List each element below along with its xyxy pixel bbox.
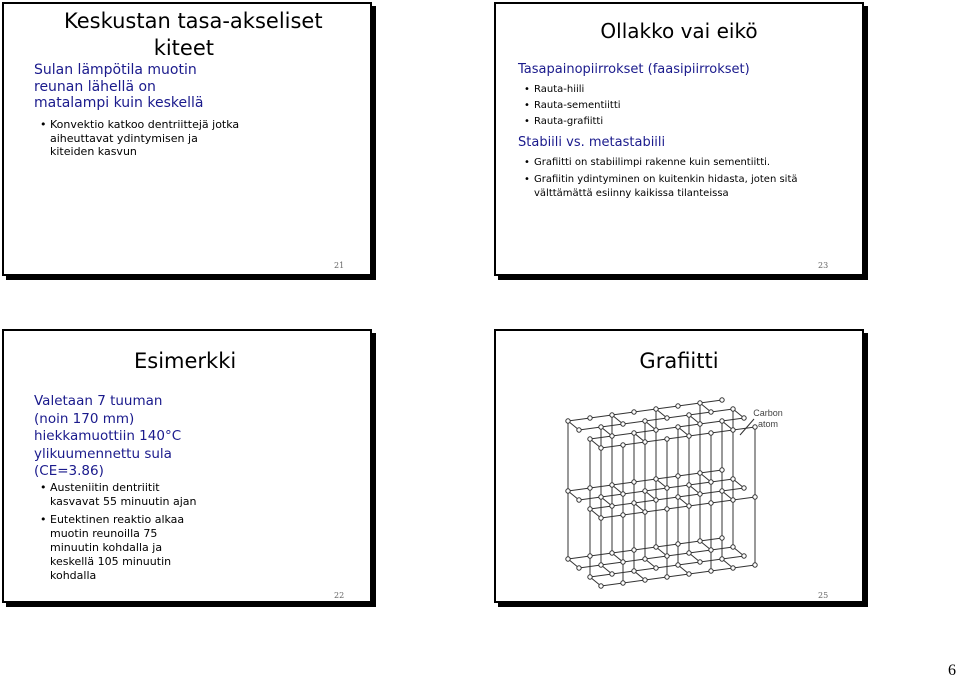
carbon-atom	[687, 413, 691, 417]
carbon-atom	[566, 419, 570, 423]
carbon-atom	[698, 539, 702, 543]
slide-subtitle: Valetaan 7 tuuman (noin 170 mm) hiekkamuottiin 140°C ylikuumennettu sula (CE=3.86)	[34, 393, 182, 479]
carbon-atom	[731, 566, 735, 570]
list-item: • Austeniitin dentriitit kasvavat 55 minuutin ajan	[40, 481, 200, 509]
carbon-atom	[621, 560, 625, 564]
carbon-atom	[742, 486, 746, 490]
bullet-list	[40, 481, 200, 583]
carbon-atom	[687, 551, 691, 555]
carbon-atom	[687, 483, 691, 487]
carbon-atom	[709, 569, 713, 573]
carbon-atom	[720, 419, 724, 423]
carbon-atom	[632, 410, 636, 414]
carbon-atom	[577, 428, 581, 432]
bond	[700, 421, 722, 424]
slide-number: 23	[818, 261, 829, 270]
carbon-atom	[588, 416, 592, 420]
bond	[601, 562, 623, 565]
slide-number: 21	[334, 261, 345, 270]
carbon-atom	[599, 425, 603, 429]
bond	[623, 580, 645, 583]
carbon-atom	[687, 434, 691, 438]
bond	[667, 574, 689, 577]
carbon-atom	[632, 501, 636, 505]
carbon-atom	[698, 422, 702, 426]
carbon-atom	[654, 498, 658, 502]
carbon-atom	[742, 416, 746, 420]
bond	[733, 427, 755, 430]
carbon-atom	[720, 398, 724, 402]
carbon-atom	[643, 510, 647, 514]
carbon-atom	[709, 548, 713, 552]
list-item: • Rauta-hiili	[524, 82, 621, 98]
slide-22	[2, 329, 372, 603]
bond	[656, 406, 678, 409]
list-item: • Konvektio katkoo dentriittejä jotka aiheuttavat ydintymisen ja kiteiden kasvun	[40, 118, 245, 159]
carbon-atom	[687, 572, 691, 576]
slide-25	[494, 329, 864, 603]
bond	[711, 568, 733, 571]
carbon-atom	[599, 584, 603, 588]
bond	[711, 409, 733, 412]
carbon-atom	[588, 575, 592, 579]
bond	[645, 577, 667, 580]
list-item: • Eutektinen reaktio alkaa muotin reunoilla 75 minuutin kohdalla ja keskellä 105 minuutin kohdalla	[40, 513, 200, 583]
carbon-atom	[621, 492, 625, 496]
bond	[568, 556, 590, 559]
carbon-atom	[643, 578, 647, 582]
carbon-atom	[676, 563, 680, 567]
carbon-atom	[599, 516, 603, 520]
carbon-atom	[643, 489, 647, 493]
bullet-list	[524, 156, 824, 201]
carbon-atom	[665, 507, 669, 511]
carbon-atom	[621, 443, 625, 447]
slide-title: Grafiitti	[639, 349, 719, 373]
section-heading: Stabiili vs. metastabiili	[518, 135, 666, 150]
list-item: • Rauta-grafiitti	[524, 114, 621, 130]
carbon-atom	[753, 425, 757, 429]
bond	[568, 418, 590, 421]
bond	[667, 415, 689, 418]
bond	[700, 400, 722, 403]
bond	[689, 571, 711, 574]
list-item: • Grafiitin ydintyminen on kuitenkin hidasta, joten sitä välttämättä esiinny kaikissa tilanteissa	[524, 173, 824, 201]
carbon-atom	[687, 504, 691, 508]
carbon-atom	[753, 495, 757, 499]
carbon-atom	[610, 483, 614, 487]
bond	[612, 433, 634, 436]
carbon-atom	[698, 560, 702, 564]
carbon-atom	[566, 557, 570, 561]
carbon-atom-label: atom	[757, 419, 779, 429]
carbon-atom	[621, 581, 625, 585]
bond	[568, 488, 590, 491]
carbon-atom	[720, 468, 724, 472]
bullet-list	[40, 118, 245, 159]
bond	[579, 427, 601, 430]
carbon-atom	[720, 557, 724, 561]
carbon-atom	[610, 504, 614, 508]
carbon-atom	[654, 407, 658, 411]
carbon-atom	[599, 495, 603, 499]
carbon-atom	[698, 401, 702, 405]
page-number: 6	[948, 662, 956, 679]
carbon-atom	[632, 569, 636, 573]
carbon-atom	[610, 434, 614, 438]
carbon-atom	[665, 416, 669, 420]
bond	[590, 415, 612, 418]
bond	[634, 568, 656, 571]
carbon-atom	[643, 440, 647, 444]
slide-subtitle: Sulan lämpötila muotin reunan lähellä on matalampi kuin keskellä	[34, 62, 204, 111]
carbon-atom	[676, 495, 680, 499]
bond	[733, 565, 755, 568]
bond	[645, 556, 667, 559]
carbon-atom	[654, 545, 658, 549]
carbon-atom	[731, 428, 735, 432]
slide-21	[2, 2, 372, 276]
bond	[590, 574, 612, 577]
carbon-atom	[665, 554, 669, 558]
bond	[612, 412, 634, 415]
carbon-atom	[698, 471, 702, 475]
carbon-atom	[654, 428, 658, 432]
bond	[733, 497, 755, 500]
bond	[689, 550, 711, 553]
carbon-atom-label: Carbon	[753, 408, 783, 418]
list-item: • Rauta-sementiitti	[524, 98, 621, 114]
carbon-atom	[610, 551, 614, 555]
carbon-atom	[676, 425, 680, 429]
carbon-atom	[709, 501, 713, 505]
slide-title: Esimerkki	[134, 349, 237, 373]
carbon-atom	[643, 419, 647, 423]
carbon-atom	[588, 437, 592, 441]
carbon-atom	[621, 422, 625, 426]
slide-title: Ollakko vai eikö	[600, 19, 758, 43]
section-heading: Tasapainopiirrokset (faasipiirrokset)	[518, 62, 750, 77]
bond	[623, 421, 645, 424]
carbon-atom	[654, 477, 658, 481]
carbon-atom	[720, 489, 724, 493]
carbon-atom	[720, 536, 724, 540]
bond	[656, 427, 678, 430]
carbon-atom	[698, 492, 702, 496]
bullet-list	[524, 82, 621, 130]
carbon-atom	[610, 413, 614, 417]
carbon-atom	[643, 557, 647, 561]
carbon-atom	[599, 563, 603, 567]
carbon-atom	[621, 513, 625, 517]
graphite-lattice-diagram	[496, 331, 864, 603]
carbon-atom	[577, 498, 581, 502]
carbon-atom	[753, 563, 757, 567]
carbon-atom	[665, 486, 669, 490]
carbon-atom	[676, 542, 680, 546]
bond	[678, 562, 700, 565]
carbon-atom	[709, 431, 713, 435]
carbon-atom	[665, 437, 669, 441]
carbon-atom	[632, 548, 636, 552]
carbon-atom	[632, 431, 636, 435]
carbon-atom	[654, 566, 658, 570]
carbon-atom	[610, 572, 614, 576]
slide-number: 25	[818, 591, 829, 600]
carbon-atom	[709, 410, 713, 414]
bond	[678, 403, 700, 406]
carbon-atom	[588, 486, 592, 490]
carbon-atom	[676, 404, 680, 408]
carbon-atom	[665, 575, 669, 579]
bond	[722, 556, 744, 559]
slide-title: Keskustan tasa-akseliset kiteet	[64, 9, 323, 60]
bond	[601, 583, 623, 586]
carbon-atom	[731, 498, 735, 502]
carbon-atom	[731, 477, 735, 481]
carbon-atom	[676, 474, 680, 478]
carbon-atom	[709, 480, 713, 484]
carbon-atom	[632, 480, 636, 484]
carbon-atom	[731, 545, 735, 549]
carbon-atom	[566, 489, 570, 493]
carbon-atom	[588, 507, 592, 511]
carbon-atom	[599, 446, 603, 450]
slide-number: 22	[334, 591, 345, 600]
slide-23	[494, 2, 864, 276]
carbon-atom	[588, 554, 592, 558]
carbon-atom	[577, 566, 581, 570]
carbon-atom	[731, 407, 735, 411]
carbon-atom	[742, 554, 746, 558]
bond	[634, 409, 656, 412]
list-item: • Grafiitti on stabiilimpi rakenne kuin sementiitti.	[524, 156, 824, 170]
